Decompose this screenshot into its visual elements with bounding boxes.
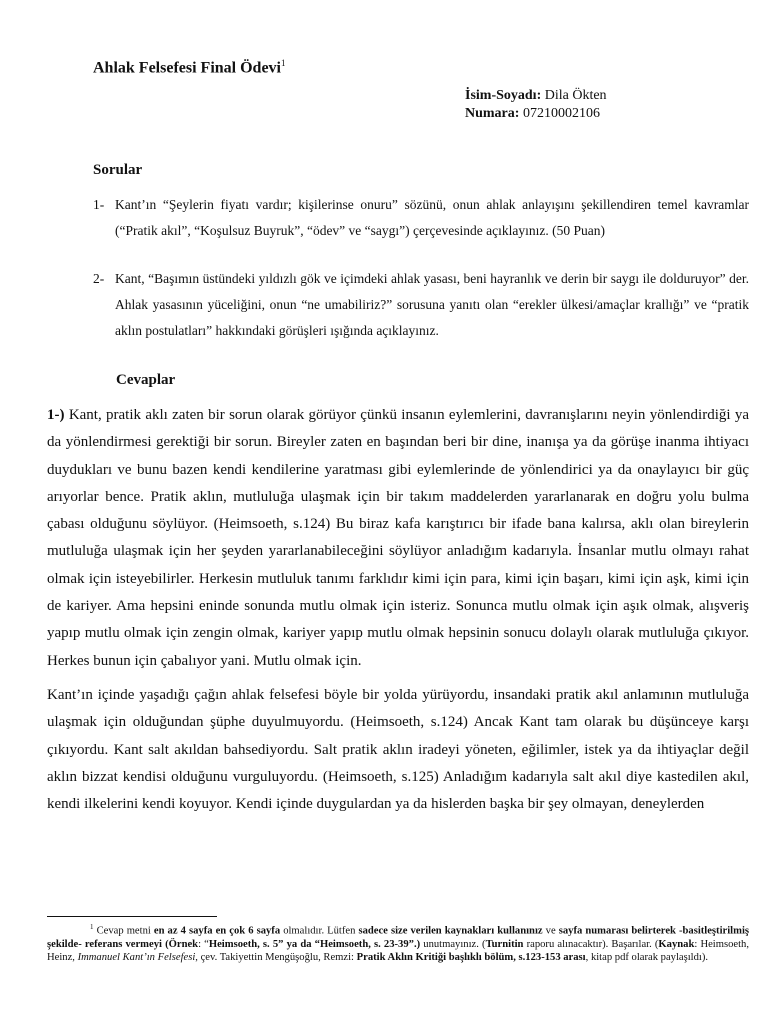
footnote-bold: sayfa numarası belirterek -basitleştirilmiş şekilde- referans vermeyi (Örnek	[47, 925, 750, 950]
footnote-text: ve	[542, 925, 559, 937]
student-number-line	[465, 106, 600, 122]
footnote-bold: Kaynak	[658, 938, 695, 950]
footnote-italic: Immanuel Kant’ın Felsefesi	[77, 952, 196, 964]
footnote-divider	[47, 916, 217, 917]
answers-heading: Cevaplar	[116, 372, 176, 388]
footnote-text: Cevap metni	[93, 925, 154, 937]
footnote-bold: Turnitin	[485, 938, 524, 950]
number-value: 07210002106	[522, 106, 600, 121]
name-label: İsim-Soyadı:	[465, 88, 542, 103]
student-name-line	[465, 88, 607, 104]
footnote-bold: en az 4 sayfa en çok 6 sayfa	[153, 925, 281, 937]
question-number: 1-	[93, 197, 105, 212]
footnote-bold: sadece size verilen kaynakları kullanınız	[358, 925, 543, 937]
questions-heading: Sorular	[93, 162, 143, 178]
answer-paragraph	[47, 402, 749, 675]
title-text: Ahlak Felsefesi Final Ödevi	[93, 59, 281, 77]
document-title	[93, 58, 286, 77]
footnote-bold: Heimsoeth, s. 5” ya da “Heimsoeth, s. 23-39”.)	[208, 938, 421, 950]
question-text: Kant’ın “Şeylerin fiyatı vardır; kişilerinse onuru” sözünü, onun ahlak anlayışını şekillendiren temel kavramlar (“Pratik akıl”, “Koşulsuz Buyruk”, “ödev” ve “saygı”) çerçevesinde açıklayınız. (50 Puan)	[115, 197, 749, 238]
answer-paragraph-text: Kant, pratik aklı zaten bir sorun olarak görüyor çünkü insanın eylemlerini, davranışlarını neyin yönlendirdiği ya da yönlendirmesi gerektiği bir sorun. Bireyler zaten en başından beri bir dine, inanışa ya da görüşe inanma ihtiyacı duydukları ve bunu bazen kendi kendilerine yaratması gibi eylemlerinde de yönlendirici ya da onaylayıcı bir güç arıyorlar bence. Pratik aklın, mutluluğa ulaşmak için bir takım maddelerden yararlanarak en doğru yolu bulma çabası olduğunu söylüyor. (Heimsoeth, s.124) Bu biraz kafa karıştırıcı bir ifade bana kalırsa, aklı olan bireylerin mutluluğa ulaşmak için her şeyden yararlanabileceğini söylüyor anladığım kadarıyla. İnsanlar mutlu olmayı rahat olmak için isteyebilirler. Herkesin mutluluk tanımı farklıdır kimi için para, kimi için başarı, kimi için aşk, kimi için de kariyer. Ama hepsini eninde sonunda mutlu olmak için isteriz. Sonunca mutlu olmak için aşık olmak, alışveriş yapıp mutlu olmak için zengin olmak, kariyer yapıp mutlu olmak hepsinin sonucu dolaylı olarak mutluluğa çıkıyor. Herkes bunun için çabalıyor yani. Mutlu olmak için.	[47, 407, 749, 669]
footnote-text: olmalıdır. Lütfen	[280, 925, 359, 937]
question-text: Kant, “Başımın üstündeki yıldızlı gök ve içimdeki ahlak yasası, beni hayranlık ve derin bir saygı ile dolduruyor” der. Ahlak yasasının yüceliğini, onun “ne umabiliriz?” sorusuna yanıtı olan “erekler ülkesi/amaçlar krallığı” ve “pratik aklın postulatları” hakkındaki görüşleri ışığında açıklayınız.	[115, 271, 749, 338]
footnote-text: unutmayınız. (	[420, 938, 486, 950]
answer-body	[47, 402, 749, 818]
title-footnote-mark: 1	[281, 58, 286, 68]
answer-paragraph: Kant’ın içinde yaşadığı çağın ahlak felsefesi böyle bir yolda yürüyordu, insandaki pratik akıl anlamının mutluluğa ulaşmak için olduğundan şüphe duyulmuyordu. (Heimsoeth, s.124) Ancak Kant tam olarak bu düşünceye karşı çıkıyordu. Kant salt akıldan bahsediyordu. Salt pratik aklın iradeyi yöneten, eğilimler, istek ya da ihtiyaçlar değil aklın bizzat kendisi olduğunu vurguluyordu. (Heimsoeth, s.125) Anladığım kadarıyla salt akıl diye kastedilen akıl, kendi ilkelerini kendi koyuyor. Kendi içinde duygulardan ya da hislerden başka bir şey olmayan, deneylerden	[47, 686, 749, 813]
answer-label: 1-)	[47, 407, 65, 423]
footnote-text: : “	[198, 938, 209, 950]
footnote-text: : Heimsoeth, Heinz,	[47, 938, 749, 964]
footnote-text: , çev. Takiyettin Mengüşoğlu, Remzi:	[195, 952, 357, 964]
number-label: Numara:	[465, 106, 520, 121]
footnote-bold: Pratik Aklın Kritiği başlıklı bölüm, s.123-153 arası	[356, 952, 586, 964]
question-item	[93, 266, 749, 344]
footnote-mark: 1	[90, 923, 94, 931]
question-item	[93, 192, 749, 244]
name-value: Dila Ökten	[544, 88, 607, 103]
footnote-text: raporu alınacaktır). Başarılar. (	[523, 938, 659, 950]
footnote-text: , kitap pdf olarak paylaşıldı).	[585, 952, 709, 964]
footnote	[47, 921, 749, 965]
question-number: 2-	[93, 271, 105, 286]
